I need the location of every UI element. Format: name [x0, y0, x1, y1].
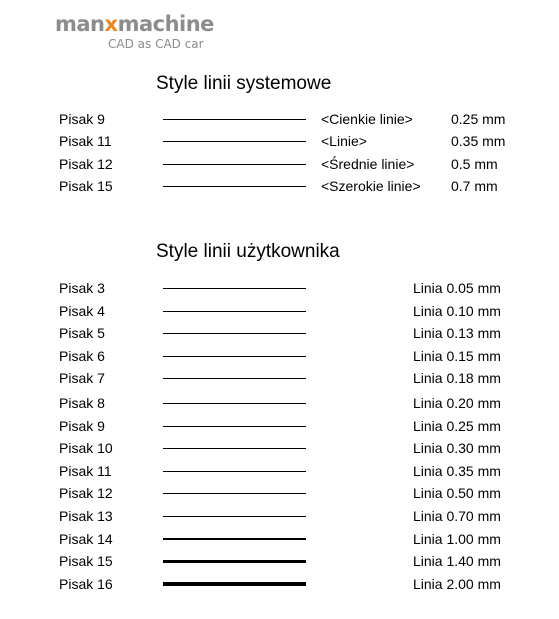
line-style-name: <Cienkie linie> — [321, 111, 413, 127]
line-style-label: Linia 1.00 mm — [413, 531, 501, 547]
line-width: 0.25 mm — [451, 111, 506, 127]
user-style-row — [0, 300, 559, 322]
line-width: 0.35 mm — [451, 133, 506, 149]
user-style-row — [0, 277, 559, 299]
line-style-label: Linia 0.70 mm — [413, 508, 501, 524]
user-style-row — [0, 322, 559, 344]
user-style-row — [0, 482, 559, 504]
system-styles-title: Style linii systemowe — [156, 73, 332, 94]
system-style-row — [0, 108, 559, 130]
pen-name: Pisak 3 — [59, 280, 105, 296]
line-sample — [163, 164, 306, 165]
pen-name: Pisak 9 — [59, 418, 105, 434]
logo-word-right: machine — [117, 12, 214, 36]
pen-name: Pisak 6 — [59, 348, 105, 364]
line-sample — [163, 516, 306, 517]
line-sample — [163, 538, 306, 540]
line-style-label: Linia 0.05 mm — [413, 280, 501, 296]
line-style-label: Linia 0.30 mm — [413, 440, 501, 456]
pen-name: Pisak 13 — [59, 508, 113, 524]
pen-name: Pisak 11 — [59, 463, 112, 479]
line-sample — [163, 378, 306, 379]
line-style-label: Linia 0.18 mm — [413, 370, 501, 386]
line-style-label: Linia 1.40 mm — [413, 553, 501, 569]
system-style-row — [0, 153, 559, 175]
system-style-row — [0, 130, 559, 152]
line-sample — [163, 333, 306, 334]
line-sample — [163, 493, 306, 494]
line-sample — [163, 311, 306, 312]
line-sample — [163, 403, 306, 404]
pen-name: Pisak 12 — [59, 156, 113, 172]
pen-name: Pisak 11 — [59, 133, 112, 149]
line-sample — [163, 141, 306, 142]
pen-name: Pisak 12 — [59, 485, 113, 501]
line-sample — [163, 288, 306, 289]
line-style-label: Linia 0.15 mm — [413, 348, 501, 364]
line-style-label: Linia 0.50 mm — [413, 485, 501, 501]
user-style-row — [0, 528, 559, 550]
line-style-name: <Linie> — [321, 133, 367, 149]
line-sample — [163, 448, 306, 449]
line-sample — [163, 582, 306, 586]
user-style-row — [0, 392, 559, 414]
line-style-label: Linia 2.00 mm — [413, 576, 501, 592]
line-sample — [163, 426, 306, 427]
pen-name: Pisak 10 — [59, 440, 113, 456]
user-style-row — [0, 460, 559, 482]
pen-name: Pisak 4 — [59, 303, 105, 319]
user-styles-title: Style linii użytkownika — [156, 241, 340, 262]
line-style-label: Linia 0.35 mm — [413, 463, 501, 479]
user-style-row — [0, 550, 559, 572]
pen-name: Pisak 5 — [59, 325, 105, 341]
line-sample — [163, 356, 306, 357]
pen-name: Pisak 15 — [59, 553, 113, 569]
pen-name: Pisak 15 — [59, 178, 113, 194]
line-sample — [163, 560, 306, 563]
pen-name: Pisak 9 — [59, 111, 105, 127]
logo-x-mark: x — [104, 12, 118, 36]
line-style-label: Linia 0.10 mm — [413, 303, 501, 319]
logo-wordmark — [55, 12, 214, 36]
line-style-label: Linia 0.20 mm — [413, 395, 501, 411]
pen-name: Pisak 14 — [59, 531, 113, 547]
line-width: 0.5 mm — [451, 156, 498, 172]
system-style-row — [0, 175, 559, 197]
user-style-row — [0, 573, 559, 595]
pen-name: Pisak 7 — [59, 370, 105, 386]
line-style-name: <Szerokie linie> — [321, 178, 421, 194]
logo-word-left: man — [55, 12, 105, 36]
user-style-row — [0, 505, 559, 527]
line-style-name: <Średnie linie> — [321, 156, 415, 172]
line-sample — [163, 119, 306, 120]
line-sample — [163, 471, 306, 472]
user-style-row — [0, 415, 559, 437]
line-width: 0.7 mm — [451, 178, 498, 194]
pen-name: Pisak 16 — [59, 576, 113, 592]
line-style-label: Linia 0.13 mm — [413, 325, 501, 341]
logo-tagline: CAD as CAD car — [108, 37, 204, 51]
line-sample — [163, 186, 306, 187]
user-style-row — [0, 367, 559, 389]
user-style-row — [0, 437, 559, 459]
pen-name: Pisak 8 — [59, 395, 105, 411]
user-style-row — [0, 345, 559, 367]
line-style-label: Linia 0.25 mm — [413, 418, 501, 434]
